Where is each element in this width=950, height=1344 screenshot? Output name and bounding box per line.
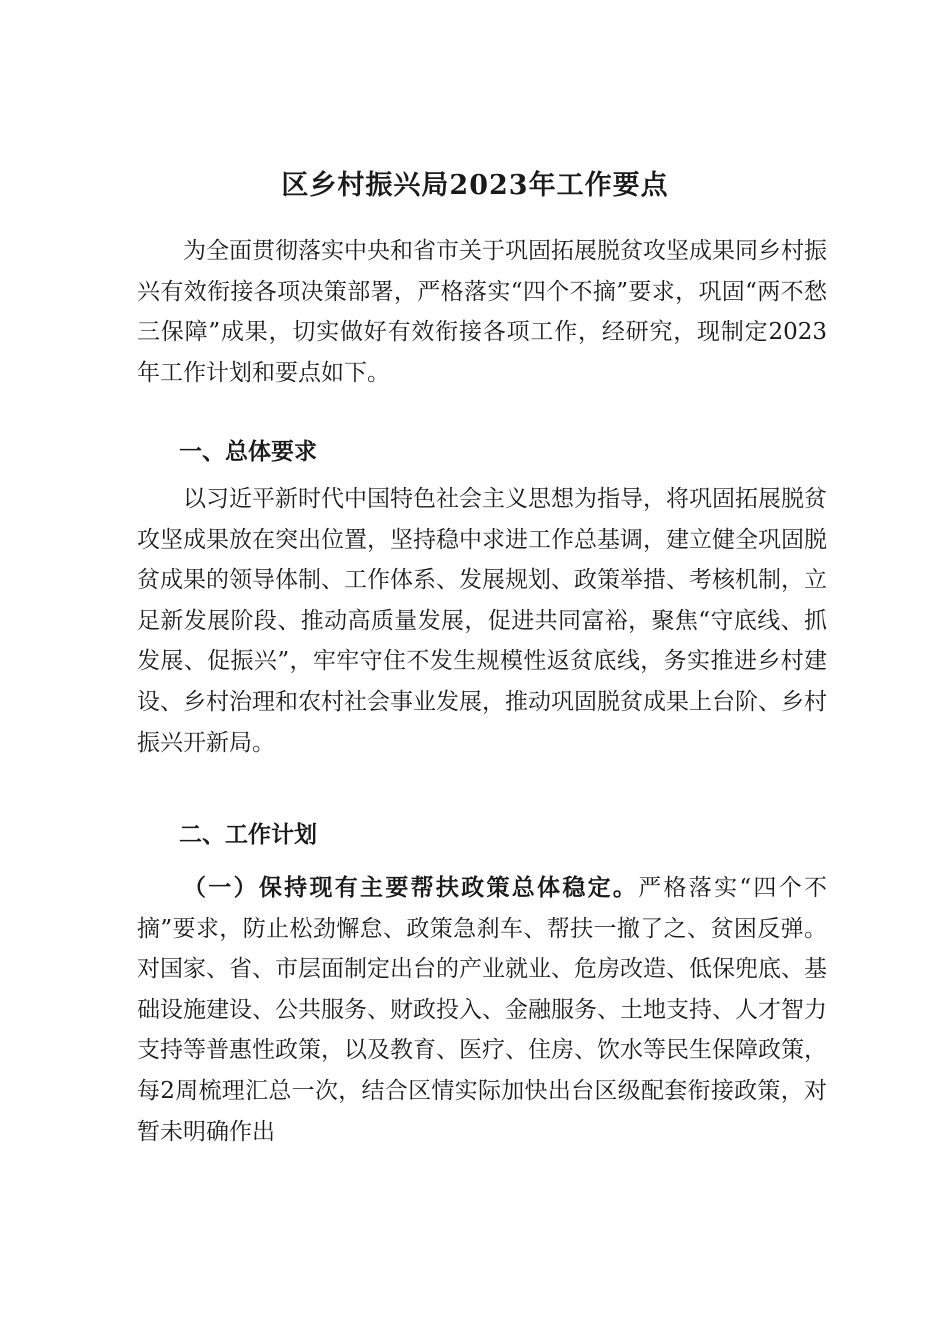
item-text: 严格落实“四个不摘”要求，防止松劲懈怠、政策急刹车、帮扶一撤了之、贫困反弹。对国家、省、市层面制定出台的产业就业、危房改造、低保兜底、基础设施建设、公共服务、财政投入、金融服务、土地支持、人才智力支持等普惠性政策，以及教育、医疗、住房、饮水等民生保障政策，每2周梳理汇总一次，结合区情实际加快出台区级配套衔接政策，对暂未明确作出 xyxy=(137,875,828,1145)
section-item xyxy=(137,868,827,1152)
section-1 xyxy=(137,432,827,473)
section-2 xyxy=(137,815,827,856)
section-heading: 二、工作计划 xyxy=(179,821,317,848)
intro-block xyxy=(137,231,827,393)
intro-paragraph: 为全面贯彻落实中央和省市关于巩固拓展脱贫攻坚成果同乡村振兴有效衔接各项决策部署，严格落实“四个不摘”要求，巩固“两不愁三保障”成果，切实做好有效衔接各项工作，经研究，现制定2023年工作计划和要点如下。 xyxy=(137,238,827,386)
section-1-body xyxy=(137,479,827,763)
item-lead: （一）保持现有主要帮扶政策总体稳定。 xyxy=(183,874,639,901)
section-2-body xyxy=(137,868,827,1152)
section-heading: 一、总体要求 xyxy=(179,438,317,465)
section-paragraph: 以习近平新时代中国特色社会主义思想为指导，将巩固拓展脱贫攻坚成果放在突出位置，坚持稳中求进工作总基调，建立健全巩固脱贫成果的领导体制、工作体系、发展规划、政策举措、考核机制，立足新发展阶段、推动高质量发展，促进共同富裕，聚焦“守底线、抓发展、促振兴”，牢牢守住不发生规模性返贫底线，务实推进乡村建设、乡村治理和农村社会事业发展，推动巩固脱贫成果上台阶、乡村振兴开新局。 xyxy=(137,486,827,756)
document-title: 区乡村振兴局2023年工作要点 xyxy=(281,170,669,201)
